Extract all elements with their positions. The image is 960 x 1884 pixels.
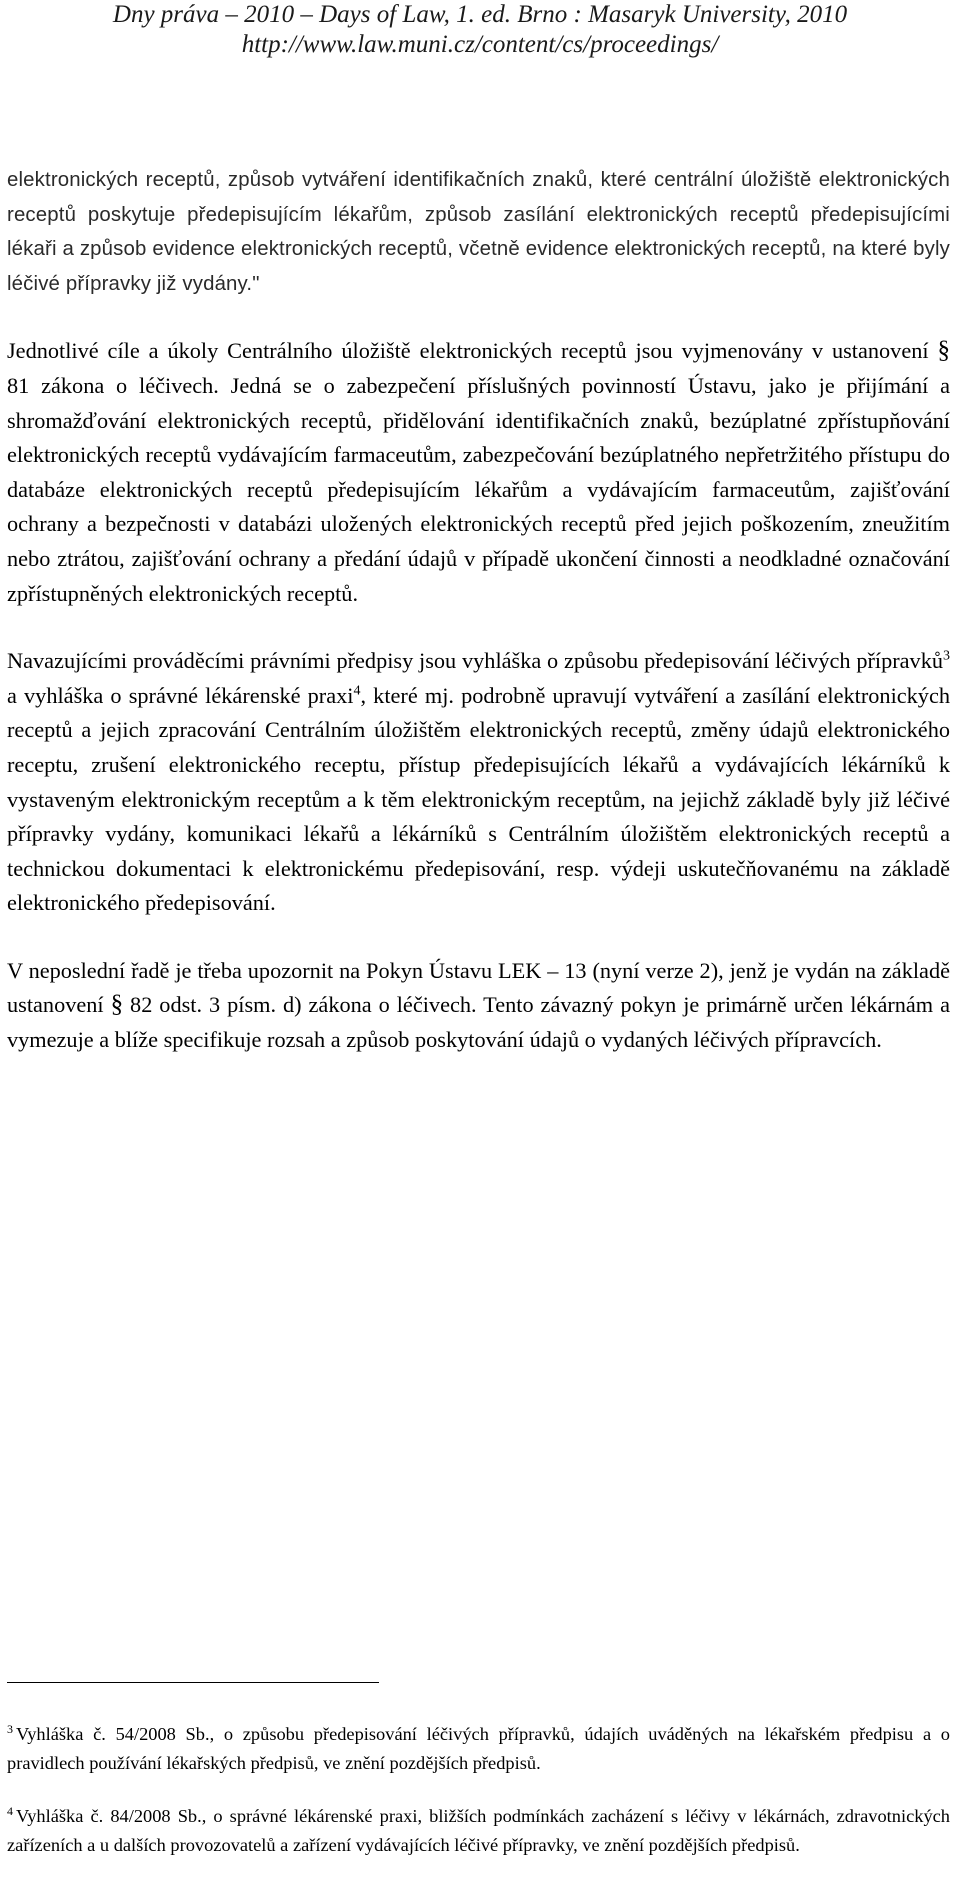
footnote-separator — [7, 1682, 379, 1683]
section-symbol: § — [110, 991, 124, 1019]
paragraph-3 — [7, 644, 950, 921]
paragraph-4-part1: V neposlední řadě je třeba upozornit na Pokyn Ústavu LEK – 13 (nyní verze 2), jenž je vydán na základě ustanovení — [7, 957, 950, 1018]
header-url: http://www.law.muni.cz/content/cs/proceedings/ — [241, 31, 719, 58]
section-symbol: § — [937, 337, 950, 365]
footnote-3 — [7, 1720, 950, 1778]
paragraph-3-part1: Navazujícími prováděcími právními předpisy jsou vyhláška o způsobu předepisování léčivých přípravků — [7, 648, 943, 674]
paragraph-2-part3: Jedná se o zabezpečení příslušných povinností Ústavu, jako je přijímání a shromažďování elektronických receptů, přidělování identifikačních znaků, bezúplatné zpřístupňování elektronických receptů vydávajícím farmaceutům, zabezpečování bezúplatného nepřetržitého přístupu do databáze elektronických receptů předepisujícím lékařům a vydávajícím farmaceutům, zajišťování ochrany a bezpečnosti v databázi uložených elektronických receptů před jejich poškozením, zneužitím nebo ztrátou, zajišťování ochrany a předání údajů v případě ukončení činnosti a neodkladné označování zpřístupněných elektronických receptů. — [7, 372, 950, 606]
paragraph-3-part3: , které mj. podrobně upravují vytváření a zasílání elektronických receptů a jejich zpracování Centrálním úložištěm elektronických receptů, změny údajů elektronického receptu, zrušení elektronického receptu, přístup předepisujících lékařů a vydávajících lékárníků k vystaveným elektronickým receptům a k těm elektronickým receptům, na jejichž základě byly již léčivé přípravky vydány, komunikaci lékařů a lékárníků s Centrálním úložištěm elektronických receptů a technickou dokumentaci k elektronickému předepisování, resp. výdeji uskutečňovanému na základě elektronického předepisování. — [7, 682, 950, 916]
footnote-ref-3[interactable]: 3 — [943, 648, 950, 664]
footnote-number: 3 — [7, 1721, 13, 1736]
paragraph-2-part2: 81 zákona o léčivech. — [7, 372, 219, 398]
paragraph-2-part1: Jednotlivé cíle a úkoly Centrálního úložiště elektronických receptů jsou vyjmenovány v ustanovení — [7, 338, 929, 364]
footnote-ref-4[interactable]: 4 — [353, 683, 361, 699]
header-citation: Dny práva – 2010 – Days of Law, 1. ed. Brno : Masaryk University, 2010 — [112, 1, 848, 28]
paragraph-4-part2: 82 odst. 3 písm. d) zákona o léčivech. Tento závazný pokyn je primárně určen lékárnám a vymezuje a blíže specifikuje rozsah a způsob poskytování údajů o vydaných léčivých přípravcích. — [7, 992, 951, 1053]
page-header — [0, 0, 960, 60]
footnote-number: 4 — [7, 1803, 13, 1818]
footnote-text: Vyhláška č. 84/2008 Sb., o správné lékárenské praxi, bližších podmínkách zacházení s léčivy v lékárnách, zdravotnických zařízeních a u dalších provozovatelů a zařízení vydávajících léčivé přípravky, ve znění pozdějších předpisů. — [7, 1806, 950, 1855]
footnote-text: Vyhláška č. 54/2008 Sb., o způsobu předepisování léčivých přípravků, údajích uváděných na lékařském předpisu a o pravidlech používání lékařských předpisů, ve znění pozdějších předpisů. — [7, 1724, 950, 1773]
paragraph-1: elektronických receptů, způsob vytváření identifikačních znaků, které centrální úložiště elektronických receptů poskytuje předepisujícím lékařům, způsob zasílání elektronických receptů předepisujícími lékaři a způsob evidence elektronických receptů, včetně evidence elektronických receptů, na které byly léčivé přípravky již vydány." — [7, 169, 950, 295]
body-text — [7, 163, 950, 1091]
paragraph-4 — [7, 954, 950, 1058]
footnotes — [7, 1720, 950, 1884]
paragraph-3-part2: a vyhláška o správné lékárenské praxi — [7, 682, 354, 708]
footnote-4 — [7, 1802, 950, 1860]
paragraph-2 — [7, 334, 950, 611]
